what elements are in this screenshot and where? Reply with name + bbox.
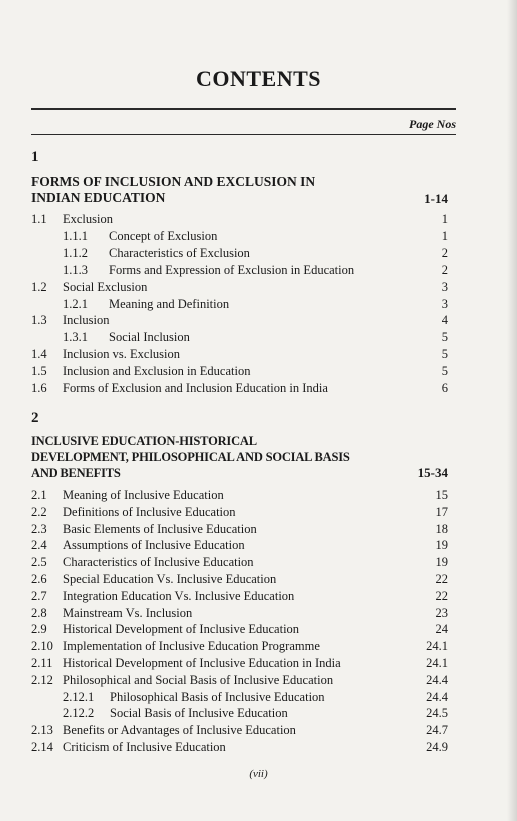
toc-entry-number: 2.12	[31, 672, 53, 687]
toc-entry-number: 2.10	[31, 639, 53, 654]
toc-entry	[0, 211, 517, 228]
toc-entry-number: 1.5	[31, 364, 47, 379]
toc-entry	[0, 705, 517, 722]
page-title: CONTENTS	[195, 66, 322, 91]
toc-entry-page: 5	[441, 347, 448, 362]
toc-entry-page: 17	[435, 504, 448, 519]
toc-entry-number: 2.12.2	[63, 706, 95, 721]
toc-entry-number: 1.1.3	[63, 262, 88, 277]
toc-entry-title: Forms and Expression of Exclusion in Education	[109, 262, 355, 277]
toc-entry	[0, 537, 517, 554]
toc-entry	[0, 521, 517, 538]
chapter-number: 1	[31, 149, 39, 165]
toc-entry-title: Basic Elements of Inclusive Education	[63, 521, 257, 536]
title-rule	[31, 108, 456, 110]
toc-entry	[0, 487, 517, 504]
toc-entry-number: 2.9	[31, 622, 47, 637]
toc-entry-page: 22	[435, 588, 448, 603]
toc-entry-page: 15	[435, 488, 448, 502]
toc-entry-number: 1.3	[31, 313, 47, 328]
toc-entry-title: Special Education Vs. Inclusive Education	[63, 572, 277, 586]
toc-entry-number: 1.1.1	[63, 228, 88, 243]
toc-entry-page: 24.4	[426, 672, 448, 687]
toc-entry	[0, 571, 517, 588]
toc-entry-page: 1	[441, 228, 448, 243]
toc-entry	[0, 605, 517, 622]
toc-entry-page: 24.1	[426, 639, 448, 654]
toc-entry-page: 23	[435, 605, 448, 620]
toc-entry-page: 24.7	[426, 723, 448, 738]
toc-entry-title: Criticism of Inclusive Education	[63, 740, 226, 754]
toc-entry-number: 2.4	[31, 538, 47, 553]
page-footer-number: (vii)	[249, 768, 268, 780]
chapter-title-line: AND BENEFITS	[31, 466, 121, 480]
toc-entry-title: Assumptions of Inclusive Education	[63, 538, 245, 553]
toc-entry-page: 6	[441, 381, 448, 395]
toc-entry	[0, 279, 517, 296]
toc-entry	[0, 739, 517, 756]
toc-entry-title: Characteristics of Inclusive Education	[63, 555, 254, 570]
toc-entry-title: Historical Development of Inclusive Education	[63, 622, 300, 637]
toc-entry-page: 24.4	[426, 689, 448, 704]
toc-entry	[0, 588, 517, 605]
toc-entry-number: 1.1.2	[63, 245, 88, 260]
toc-entry-number: 2.8	[31, 605, 47, 620]
toc-entry-page: 3	[441, 296, 448, 311]
chapter-title	[31, 433, 391, 481]
toc-entry-page: 22	[435, 572, 448, 586]
toc-entry	[0, 363, 517, 380]
toc-entry-title: Characteristics of Exclusion	[109, 245, 250, 260]
toc-entry-title: Implementation of Inclusive Education Programme	[63, 639, 320, 654]
chapter-title	[31, 174, 391, 206]
toc-entry-title: Historical Development of Inclusive Education in India	[63, 656, 341, 670]
toc-entry-title: Inclusion vs. Exclusion	[63, 347, 181, 362]
chapter-title-line: DEVELOPMENT, PHILOSOPHICAL AND SOCIAL BASIS	[31, 450, 350, 464]
toc-entry-number: 2.3	[31, 521, 47, 536]
toc-entry-number: 1.2	[31, 279, 47, 294]
toc-entry-page: 19	[435, 538, 448, 553]
toc-entry	[0, 504, 517, 521]
toc-entry	[0, 346, 517, 363]
toc-entry-title: Social Basis of Inclusive Education	[110, 706, 288, 721]
toc-entry-page: 5	[441, 364, 448, 379]
toc-entry-page: 24.5	[426, 706, 448, 721]
toc-entry-title: Mainstream Vs. Inclusion	[63, 605, 193, 620]
chapter-page-range: 15-34	[417, 465, 448, 480]
toc-entry-page: 24	[435, 622, 448, 637]
toc-entry	[0, 245, 517, 262]
toc-entry	[0, 689, 517, 706]
toc-entry	[0, 312, 517, 329]
toc-entry-title: Social Inclusion	[109, 330, 190, 345]
toc-entry-title: Benefits or Advantages of Inclusive Education	[63, 723, 296, 738]
toc-entry-title: Social Exclusion	[63, 279, 148, 294]
toc-entry-page: 1	[441, 212, 448, 226]
header-rule	[31, 134, 456, 135]
toc-entry-page: 18	[435, 521, 448, 536]
toc-entry-number: 1.3.1	[63, 330, 88, 345]
toc-entry-page: 19	[435, 555, 448, 570]
toc-entry-page: 5	[441, 330, 448, 345]
toc-entry-number: 2.14	[31, 740, 53, 754]
toc-entry-number: 2.11	[31, 656, 53, 670]
toc-entry	[0, 722, 517, 739]
toc-entry-number: 2.7	[31, 588, 47, 603]
toc-entry	[0, 655, 517, 672]
toc-entry-title: Definitions of Inclusive Education	[63, 504, 236, 519]
toc-entry	[0, 262, 517, 279]
toc-entry-title: Inclusion	[63, 313, 110, 328]
toc-entry-title: Philosophical Basis of Inclusive Education	[110, 689, 325, 704]
toc-entry-number: 1.4	[31, 347, 47, 362]
toc-entry-number: 1.2.1	[63, 296, 88, 311]
toc-entry	[0, 554, 517, 571]
toc-entry-page: 2	[441, 245, 448, 260]
toc-entry-page: 4	[441, 313, 448, 328]
toc-entry-title: Philosophical and Social Basis of Inclusive Education	[63, 672, 334, 687]
toc-entry	[0, 296, 517, 313]
chapter-title-line: INCLUSIVE EDUCATION-HISTORICAL	[31, 434, 257, 448]
toc-entry-number: 1.1	[31, 212, 47, 226]
chapter-title-line: INDIAN EDUCATION	[31, 190, 166, 205]
toc-entry-number: 2.1	[31, 488, 47, 502]
toc-entry-title: Forms of Exclusion and Inclusion Education in India	[63, 381, 328, 395]
toc-entry	[0, 380, 517, 397]
toc-entry-number: 1.6	[31, 381, 47, 395]
toc-entry-page: 24.1	[426, 656, 448, 670]
page-nos-label: Page Nos	[409, 117, 456, 131]
toc-entry-title: Meaning and Definition	[109, 296, 230, 311]
toc-entry	[0, 228, 517, 245]
toc-entry-title: Inclusion and Exclusion in Education	[63, 364, 251, 379]
toc-entry-number: 2.6	[31, 572, 47, 586]
chapter-number: 2	[31, 410, 39, 426]
toc-entry-title: Exclusion	[63, 212, 113, 226]
chapter-title-line: FORMS OF INCLUSION AND EXCLUSION IN	[31, 174, 316, 189]
toc-entry-title: Concept of Exclusion	[109, 228, 218, 243]
toc-entry-number: 2.13	[31, 723, 53, 738]
toc-entry-page: 2	[441, 262, 448, 277]
chapter-page-range: 1-14	[424, 191, 448, 206]
toc-entry-number: 2.2	[31, 504, 47, 519]
toc-entry-page: 24.9	[426, 740, 448, 754]
toc-entry-title: Meaning of Inclusive Education	[63, 488, 224, 502]
toc-entry	[0, 638, 517, 655]
toc-entry-title: Integration Education Vs. Inclusive Education	[63, 588, 295, 603]
toc-entry	[0, 672, 517, 689]
toc-entry	[0, 621, 517, 638]
toc-entry-number: 2.12.1	[63, 689, 95, 704]
toc-entry	[0, 329, 517, 346]
toc-entry-page: 3	[441, 279, 448, 294]
toc-entry-number: 2.5	[31, 555, 47, 570]
